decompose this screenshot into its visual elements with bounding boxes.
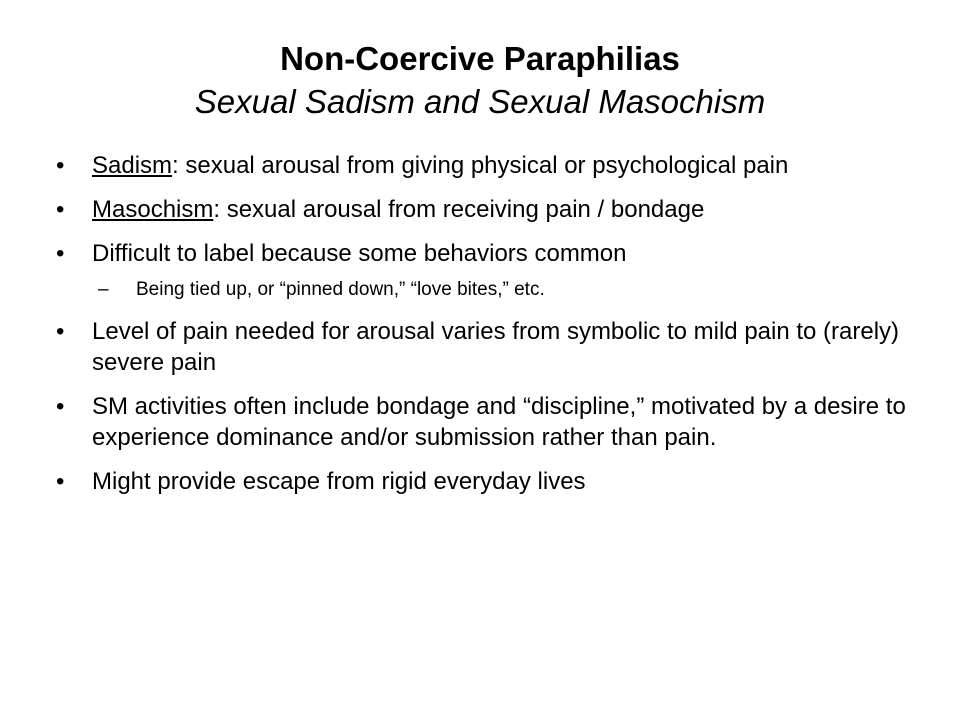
bullet-marker: • [56,196,65,223]
bullet-text: Might provide escape from rigid everyday lives [92,468,586,495]
title-block [0,38,960,124]
page-title: Non-Coercive Paraphilias [280,40,680,77]
bullet-sadism [56,150,916,181]
page-subtitle: Sexual Sadism and Sexual Masochism [194,83,766,120]
bullet-masochism [56,194,916,225]
bullet-text: SM activities often include bondage and “discipline,” motivated by a desire to experience dominance and/or submission rather than pain. [92,393,906,451]
bullet-marker: • [56,152,65,179]
bullet-text: Level of pain needed for arousal varies from symbolic to mild pain to (rarely) severe pain [92,318,900,376]
bullet-marker: • [56,318,65,345]
bullet-text: Difficult to label because some behaviors common [92,240,627,267]
bullet-difficult-to-label [56,238,916,269]
bullet-marker: • [56,393,65,420]
term-sadism: Sadism [92,152,173,179]
bullet-list [56,150,916,510]
bullet-text: : sexual arousal from giving physical or psychological pain [172,152,789,179]
bullet-marker: • [56,468,65,495]
term-masochism: Masochism [92,196,214,223]
sub-bullet-examples [98,277,916,303]
bullet-escape [56,466,916,497]
sub-bullet-marker: – [98,279,109,300]
sub-bullet-text: Being tied up, or “pinned down,” “love bites,” etc. [136,279,545,300]
bullet-level-of-pain [56,316,916,378]
bullet-sm-activities [56,391,916,453]
bullet-marker: • [56,240,65,267]
bullet-text: : sexual arousal from receiving pain / bondage [213,196,705,223]
